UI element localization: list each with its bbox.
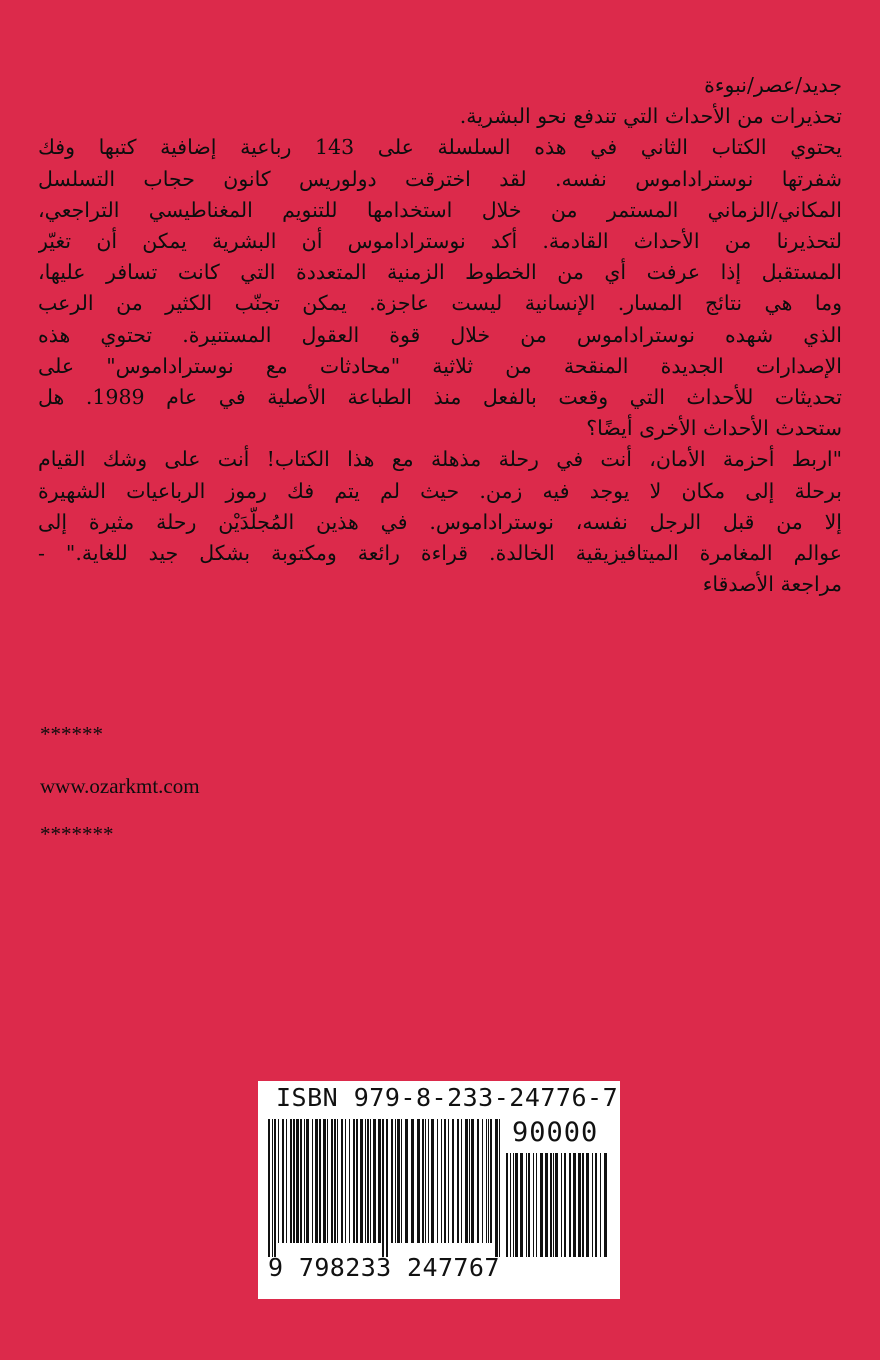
- barcode-bar: [411, 1119, 414, 1243]
- barcode-bar: [319, 1119, 321, 1243]
- review-quote-line: عوالم المغامرة الميتافيزيقية الخالدة. قراءة رائعة ومكتوبة بشكل جيد للغاية." -: [38, 541, 842, 566]
- price-code: 90000: [512, 1117, 599, 1148]
- barcode-bar: [564, 1153, 566, 1257]
- review-quote-line: إلا من قبل الرجل نفسه، نوستراداموس. في هذين المُجلّدَيْن رحلة مثيرة إلى: [38, 509, 842, 534]
- barcode-bar: [386, 1119, 388, 1257]
- barcode-bar: [536, 1153, 537, 1257]
- barcode-bar: [365, 1119, 366, 1243]
- barcode-bar: [341, 1119, 343, 1243]
- barcode-bar: [293, 1119, 295, 1243]
- barcode-bar: [604, 1153, 607, 1257]
- barcode-bar: [510, 1153, 511, 1257]
- review-source: مراجعة الأصدقاء: [702, 572, 842, 597]
- description-line: يحتوي الكتاب الثاني في هذه السلسلة على 143 رباعية إضافية كتبها وفك: [38, 135, 842, 160]
- isbn-barcode: [258, 1081, 620, 1299]
- description-line: ستحدث الأحداث الأخرى أيضًا؟: [586, 416, 842, 441]
- description-line: الإصدارات الجديدة المنقحة من ثلاثية "محادثات مع نوستراداموس" على: [38, 353, 842, 378]
- barcode-bar: [327, 1119, 328, 1243]
- description-line: وما هي نتائج المسار. الإنسانية ليست عاجزة. يمكن تجنّب الكثير من الرعب: [38, 291, 842, 316]
- barcode-bar: [315, 1119, 318, 1243]
- description-line: المكاني/الزماني المستمر من خلال استخدامها للتنويم المغناطيسي التراجعي،: [38, 197, 842, 222]
- barcode-bar: [300, 1119, 302, 1243]
- separator-stars: ******: [40, 722, 103, 746]
- barcode-bar: [378, 1119, 381, 1243]
- barcode-bar: [405, 1119, 408, 1243]
- barcode-bar: [337, 1119, 338, 1243]
- barcode-bar: [331, 1119, 333, 1243]
- barcode-bar: [540, 1153, 543, 1257]
- barcode-bar: [401, 1119, 402, 1243]
- tagline-genre: جديد/عصر/نبوءة: [704, 73, 842, 97]
- barcode-bar: [488, 1119, 489, 1243]
- barcode-bar: [573, 1153, 576, 1257]
- barcode-bar: [506, 1153, 508, 1257]
- barcode-bar: [513, 1153, 514, 1257]
- review-quote-line: برحلة إلى مكان لا يوجد فيه زمن. حيث لم يتم فك رموز الرباعيات الشهيرة: [38, 478, 842, 503]
- barcode-bar: [465, 1119, 468, 1243]
- back-cover-description: [38, 70, 842, 600]
- barcode-bar: [312, 1119, 313, 1243]
- barcode-bar: [282, 1119, 284, 1243]
- barcode-bar: [555, 1153, 558, 1257]
- barcode-bar: [334, 1119, 336, 1243]
- barcode-bar: [345, 1119, 346, 1243]
- barcode-bar: [550, 1153, 552, 1257]
- barcode-bar: [486, 1119, 487, 1243]
- barcode-bar: [274, 1119, 276, 1257]
- barcode-bar: [437, 1119, 438, 1243]
- barcode-bar: [448, 1119, 449, 1243]
- barcode-bar: [382, 1119, 384, 1257]
- barcode-bar: [323, 1119, 326, 1243]
- description-line: شفرتها نوستراداموس نفسه. لقد اخترقت دولوريس كانون حجاب التسلسل: [38, 166, 842, 191]
- tagline-warning: تحذيرات من الأحداث التي تندفع نحو البشرية.: [459, 104, 842, 129]
- barcode-bar: [268, 1119, 270, 1257]
- description-line: لتحذيرنا من الأحداث القادمة. أكد نوستراداموس أن البشرية يمكن أن تغيّر: [38, 229, 842, 254]
- barcode-bar: [586, 1153, 589, 1257]
- separator-stars: *******: [40, 822, 114, 846]
- barcode-bar: [278, 1119, 279, 1243]
- barcode-bar: [592, 1153, 593, 1257]
- barcode-bar: [349, 1119, 350, 1243]
- publisher-website: www.ozarkmt.com: [40, 774, 200, 798]
- barcode-bar: [595, 1153, 597, 1257]
- barcode-bar: [495, 1119, 498, 1257]
- barcode-bar: [296, 1119, 299, 1243]
- barcode-bar: [452, 1119, 454, 1243]
- barcode-bar: [578, 1153, 581, 1257]
- barcode-bar: [600, 1153, 601, 1257]
- barcode-bar: [304, 1119, 305, 1243]
- barcode-bar: [499, 1119, 500, 1257]
- barcode-bar: [431, 1119, 434, 1243]
- barcode-bar: [272, 1119, 273, 1257]
- barcode-bar: [461, 1119, 462, 1243]
- barcode-bar: [444, 1119, 446, 1243]
- barcode-bar: [545, 1153, 548, 1257]
- barcode-bar: [367, 1119, 369, 1243]
- barcode-bar: [360, 1119, 363, 1243]
- barcode-bar: [356, 1119, 358, 1243]
- barcode-bars-icon: [268, 1119, 500, 1257]
- barcode-bar: [520, 1153, 523, 1257]
- barcode-bar: [477, 1119, 479, 1243]
- barcode-bar: [286, 1119, 287, 1243]
- description-line: المستقبل إذا عرفت أي من الخطوط الزمنية المتعددة التي كانت تسافر عليها،: [38, 260, 842, 285]
- barcode-bar: [373, 1119, 376, 1243]
- isbn-label: ISBN 979-8-233-24776-7: [276, 1083, 619, 1112]
- barcode-bar: [482, 1119, 483, 1243]
- description-line: تحديثات للأحداث التي وقعت بالفعل منذ الطباعة الأصلية في عام 1989. هل: [38, 385, 842, 410]
- barcode-bar: [490, 1119, 492, 1243]
- barcode-bar: [353, 1119, 355, 1243]
- barcode-bar: [469, 1119, 470, 1243]
- barcode-bar: [526, 1153, 527, 1257]
- barcode-bar: [561, 1153, 562, 1257]
- barcode-bar: [515, 1153, 518, 1257]
- barcode-bar: [306, 1119, 309, 1243]
- barcode-bar: [428, 1119, 429, 1243]
- barcode-bar: [417, 1119, 420, 1243]
- barcode-bar: [391, 1119, 393, 1243]
- barcode-bar: [457, 1119, 459, 1243]
- barcode-bar: [471, 1119, 474, 1243]
- barcode-bar: [533, 1153, 534, 1257]
- barcode-bar: [290, 1119, 292, 1243]
- barcode-bar: [425, 1119, 426, 1243]
- description-line: الذي شهده نوستراداموس من خلال قوة العقول المستنيرة. تحتوي هذه: [38, 322, 842, 347]
- barcode-bar: [582, 1153, 584, 1257]
- review-quote-line: "اربط أحزمة الأمان، أنت في رحلة مذهلة مع هذا الكتاب! أنت على وشك القيام: [38, 447, 842, 472]
- barcode-bar: [528, 1153, 530, 1257]
- barcode-bar: [441, 1119, 442, 1243]
- price-barcode-bars-icon: [506, 1153, 610, 1257]
- barcode-bar: [553, 1153, 554, 1257]
- barcode-bar: [422, 1119, 424, 1243]
- barcode-bar: [397, 1119, 400, 1243]
- barcode-digits: 9 798233 247767: [268, 1253, 500, 1282]
- barcode-bar: [395, 1119, 396, 1243]
- barcode-bar: [569, 1153, 571, 1257]
- barcode-bar: [370, 1119, 371, 1243]
